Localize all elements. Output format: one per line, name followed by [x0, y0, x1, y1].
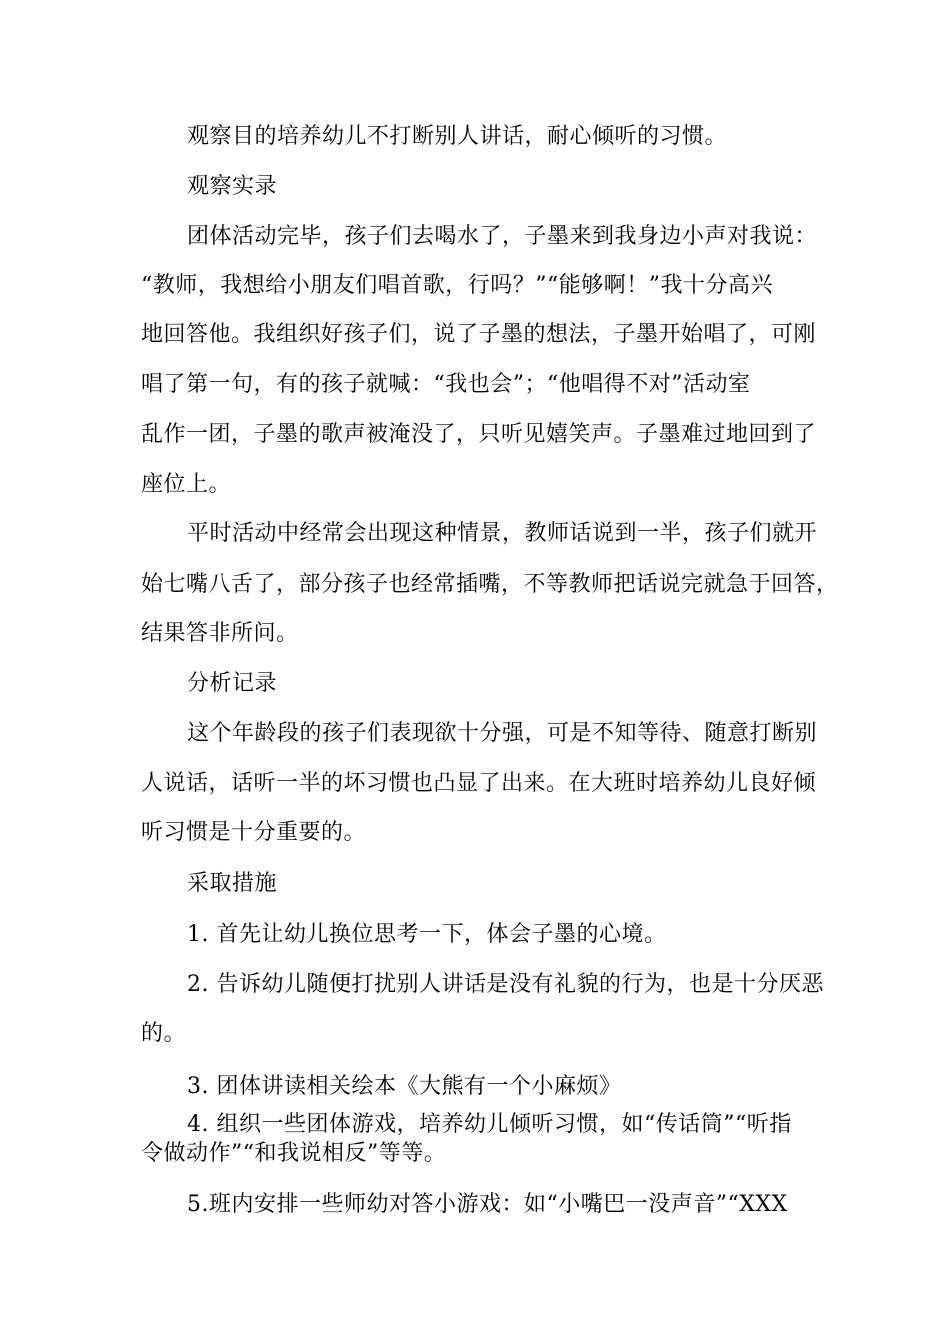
text-line: “教师，我想给小朋友们唱首歌，行吗？”“能够啊！”我十分高兴 [141, 273, 773, 298]
text-line: 乱作一团，子墨的歌声被淹没了，只听见嬉笑声。子墨难过地回到了 [141, 422, 817, 447]
text-line: 结果答非所问。 [141, 621, 299, 646]
text-line: 地回答他。我组织好孩子们，说了子墨的想法，子墨开始唱了，可刚 [141, 322, 817, 347]
text-line: 的。 [141, 1021, 187, 1046]
section-heading: 分析记录 [187, 671, 278, 696]
text-line: 始七嘴八舌了，部分孩子也经常插嘴，不等教师把话说完就急于回答， [141, 572, 839, 597]
text-line: 这个年龄段的孩子们表现欲十分强，可是不知等待、随意打断别 [187, 721, 818, 746]
list-item: 5.班内安排一些师幼对答小游戏：如“小嘴巴一没声音”“XXX [187, 1192, 788, 1217]
list-item: 1. 首先让幼儿换位思考一下，体会子墨的心境。 [187, 922, 667, 947]
text-line: 听习惯是十分重要的。 [141, 820, 367, 845]
text-line: 平时活动中经常会出现这种情景，教师话说到一半，孩子们就开 [187, 521, 818, 546]
list-item: 4. 组织一些团体游戏，培养幼儿倾听习惯，如“传话筒”“听指 [187, 1112, 792, 1137]
list-item: 3. 团体讲读相关绘本《大熊有一个小麻烦》 [187, 1074, 622, 1099]
text-line: 令做动作”“和我说相反”等等。 [141, 1141, 447, 1166]
list-item: 2. 告诉幼儿随便打扰别人讲话是没有礼貌的行为，也是十分厌恶 [187, 972, 824, 997]
section-heading: 观察实录 [187, 174, 278, 199]
text-line: 座位上。 [141, 472, 232, 497]
text-line: 团体活动完毕，孩子们去喝水了，子墨来到我身边小声对我说： [187, 224, 818, 249]
text-line: 观察目的培养幼儿不打断别人讲话，耐心倾听的习惯。 [187, 124, 728, 149]
text-line: 唱了第一句，有的孩子就喊：“我也会”；“他唱得不对”活动室 [141, 372, 751, 397]
text-line: 人说话，话听一半的坏习惯也凸显了出来。在大班时培养幼儿良好倾 [141, 771, 817, 796]
section-heading: 采取措施 [187, 871, 278, 896]
